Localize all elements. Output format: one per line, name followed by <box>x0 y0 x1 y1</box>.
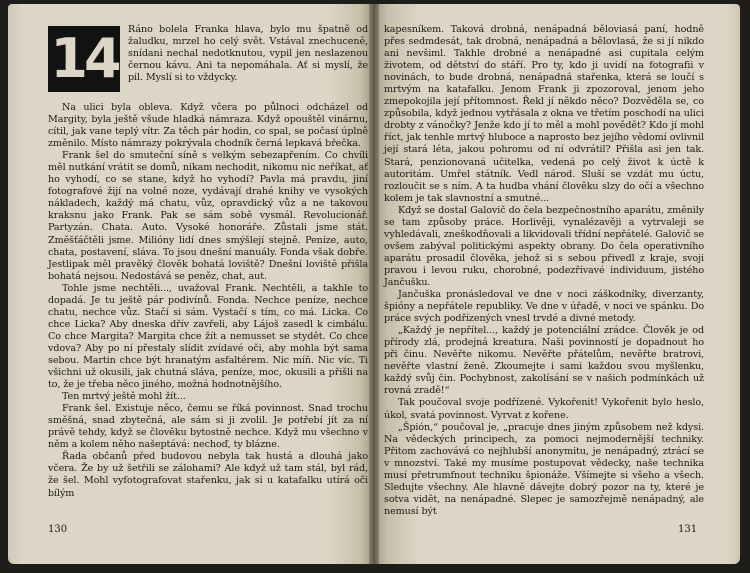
paragraph: Ráno bolela Franka hlava, bylo mu špatně od žaludku, mrzel ho celý svět. Vstával znechuceně, snídani nechal nedotknutou, vypil jen neslazenou černou kávu. Ani ta nepomáhala. Ať si myslí, že pil. Myslí si to vždycky. <box>128 24 368 84</box>
chapter-number: 14 <box>48 26 120 92</box>
paragraph: kapesníkem. Taková drobná, nenápadná běloviasá paní, hodně přes sedmdesát, tak drobná, nenápadná a bělovlasá, že si jí nikdo ani nevšiml. Takhle drobné a nenápadné asi cupitala celým životem, od dětství do stáří. Pro ty, kdo ji uvidí na fotografii v novinách, to bude drobná, nenápadná stařenka, která se loučí s mrtvým na katafalku. Jenom Frank ji zpozoroval, jenom jeho zmepokojila její přítomnost. Řekl jí někdo něco? Dozvěděla se, co způsobila, když jednou vytřásala z okna ve třetím poschodí na ulici drobty z vánočky? Jenže kdo jí to měl a mohl povědět? Kdo jí mohl říct, jak tenhle mrtvý hluboce a naprosto bez jejího vědomí ovlivnil její stará léta, jakou pohromu od ní odvrátil? Přišla asi jen tak. Stará, penzionovaná učitelka, vedená po celý život k úctě k autoritám. Umřel státník. Vedl národ. Sluší se vzdát mu úctu, rozloučit se s ním. A ta hudba vhání člověku slzy do očí a všechno kolem je tak slavnostní a smutné... <box>384 24 704 204</box>
book-gutter <box>369 4 379 564</box>
right-page-text <box>384 24 704 518</box>
paragraph: Jančuška pronásledoval ve dne v noci záškodníky, diverzanty, špióny a nepřátele republiky. Ve dne v úřadě, v noci ve spánku. Do práce svých podřízených vnesl trvdé a divné metody. <box>384 289 704 325</box>
paragraph: Tohle jsme nechtěli..., uvažoval Frank. Nechtěli, a takhle to dopadá. Je tu ještě pár podivínů. Fonda. Nechce peníze, nechce chatu, nechce vůz. Stačí si sám. Vystačí s tím, co má. Licka. Co chce Licka? Aby dneska dřív zavřeli, aby Lájoš zasedl k cimbálu. Co chce Margita? Margita chce žít a nemusset se stydět. Co chce vdova? Aby po ní přestaly slídit zvídavé oči, aby mohla být sama sebou. Martin chce být hranatým asfaltérem. Nic míň. Nic víc. Ti všichni už okusili, jak chutná sláva, peníze, moc, okusili a přišli na to, že je třeba něco jiného, možná hodnotnějšího. <box>48 282 368 391</box>
paragraph: Řada občanů před budovou nebyla tak hustá a dlouhá jako včera. Že by už šetřili se zálohami? Ale když už tam stál, byl rád, že šel. Mohl vyfotografovat stařenku, jak si u katafalku utírá oči bílým <box>48 451 368 499</box>
left-page-text <box>48 24 368 500</box>
paragraph: „Každý je nepřítel..., každý je potenciální zrádce. Člověk je od přírody zlá, prodejná kreatura. Naši povinností je dopadnout ho při činu. Nevěřte nikomu. Nevěřte přátelům, nevěřte bratrovi, nevěřte vlastní ženě. Zkoumejte i sami každou svou myšlenku, každý svůj čin. Pochybnost, zakolísání se v našich podmínkách už rovná zradě!“ <box>384 325 704 397</box>
paragraph: Tak poučoval svoje podřízené. Vykořenit! Vykořenit bylo heslo, úkol, svatá povinnost. Vyrvat z kořene. <box>384 397 704 421</box>
paragraph: Frank šel. Existuje něco, čemu se říká povinnost. Snad trochu směšná, snad zbytečná, ale sám si ji zvolil. Je potřebí jít za ní právě tehdy, když se člověku bytostně nechce. Když mu všechno v něm a kolem něho našeptává: nechoď, ty blázne. <box>48 403 368 451</box>
paragraph: Na ulici byla obleva. Když včera po půlnoci odcházel od Margity, byla ještě všude hladká námraza. Když opouštěl vinárnu, cítil, jak vane teplý vítr. Za těch pár hodin, co spal, se počasí úplně změnilo. Místo námrazy pokrývala chodník černá lepkavá břečka. <box>48 102 368 150</box>
paragraph: Ten mrtvý ještě mohl žít... <box>62 391 186 403</box>
page-number-left: 130 <box>48 524 68 535</box>
paragraph: Frank šel do smuteční síně s velkým sebezapřením. Co chvíli měl nutkání vrátit se domů, nikam nechodit, nikomu nic neříkat, ať ho vyhodí, co se stane, když ho vyhodí? Pavla má pravdu, jiní fotografové žijí na volné noze, vydávají drahé knihy ve vysokých nákladech, každý má chatu, vůz, opravdický vůz a ne takovou kraksnu jako Frank. Pak se sám sobě vysmál. Revolucionář. Partyzán. Chata. Auto. Vysoké honoráře. Zůstali jsme stát. Změšťáčtěli jsme. Milióny lidí dnes smýšlejí stejně. Peníze, auto, chata, postavení, sláva. To jsou dnešní manuály. Fonda však dobře. Jestlipak měl pravěký člověk bohatá loviště? Dnešní loviště přišla bohatá nejsou. Nedostává se peněz, chat, aut. <box>48 150 368 282</box>
paragraph: „Špión,“ poučoval je, „pracuje dnes jiným způsobem než kdysi. Na vědeckých principech, za pomoci nejmodernější techniky. Přitom zachovává co nejhlubší anonymitu, je nenápadný, ztrácí se v mnozství. Také my musíme postupovat vědecky, naše technika musí přetrumfnout techniku špionáže. Všímejte si všeho a všech. Sledujte všechny. Ale hlavně dávejte dobrý pozor na ty, které je sotva vidět, na nenápadné. Slepec je samozřejmě nenápadný, ale nemusí být <box>384 421 704 517</box>
paragraph: Když se dostal Galovič do čela bezpečnostního aparátu, změnily se tam způsoby práce. Horlivěji, vynalézavěji a vytrvaleji se vyhledávali, zneškodňovali a likvidovali třídní nepřátelé. Galovič se ovšem zabýval politickými aspekty obrany. Do čela operativního aparátu prosadil člověka, jehož si s sebou přivedl z kraje, svoji pravou i levou ruku, chorobné, podezřívavé individuum, jistého Jančušku. <box>384 204 704 288</box>
chapter-opening <box>48 24 368 102</box>
page-number-right: 131 <box>678 524 698 535</box>
